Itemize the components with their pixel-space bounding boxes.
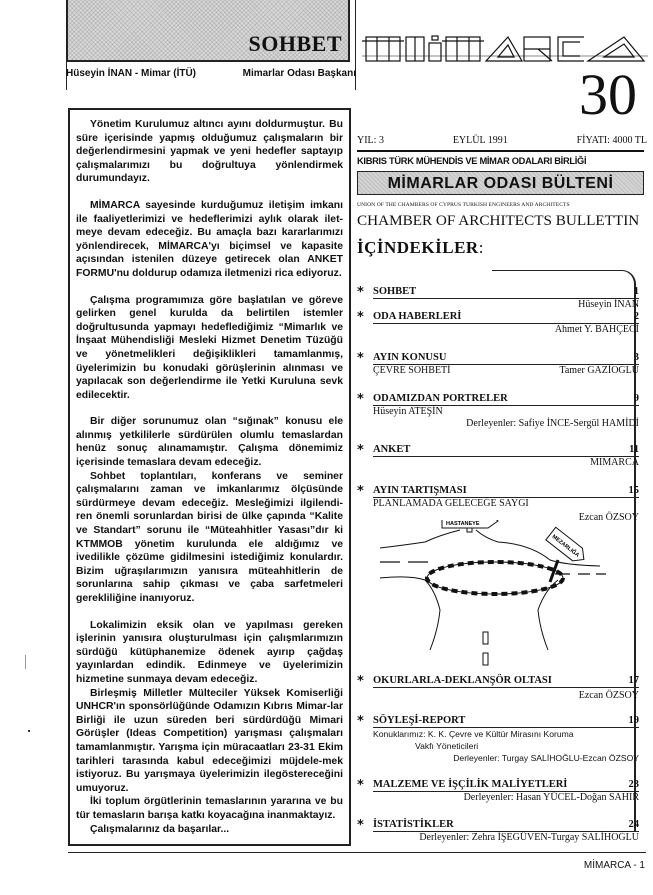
- toc-author: Ezcan ÖZSOY: [578, 690, 639, 701]
- scan-speck: [28, 730, 30, 732]
- editorial-paragraph: Çalışmalarınız da başarılar...: [90, 823, 230, 835]
- editorial-paragraph: Bir diğer sorunumuz olan “sığınak” konusu ele alınmış yetkililerle sürdürülen olumlu temaslardan henüz sonuç alınamamıştır. Çalışma dönemimiz içerisinde temaslara devam edeceğiz.: [76, 416, 343, 469]
- toc-subtitle: PLANLAMADA GELECEĞE SAYGI: [373, 498, 529, 509]
- toc-author: MIMARCA: [590, 457, 639, 468]
- bullet-star-icon: *: [357, 443, 364, 458]
- editorial-paragraph: MİMARCA sayesinde kurduğumuz iletişim imkanı ile faaliyetlerimizi ve hedeflerimizi aylık olarak ilet-meye devam edeceğiz. Bu amaçla bazı kararlarımızı yönlendirecek, MİMARCA'yı biçimsel ve kapasite açısından istenilen düzeye getirecek olan ANKET FORMU'nu doldurup odamıza iletmenizi rica ediyoruz.: [76, 199, 343, 279]
- bullet-star-icon: *: [357, 674, 364, 689]
- toc-subtitle: Hüseyin ATEŞİN: [373, 406, 443, 417]
- toc-author: Derleyenler: Safiye İNCE-Sergül HAMİDİ: [466, 418, 639, 429]
- toc-page: 1: [633, 286, 639, 297]
- toc-author: Hüseyin İNAN: [578, 299, 639, 310]
- toc-page: 17: [628, 675, 639, 686]
- bullet-star-icon: *: [357, 818, 364, 833]
- toc-title[interactable]: SÖYLEŞİ-REPORT: [373, 715, 466, 726]
- toc-title[interactable]: AYIN TARTIŞMASI: [373, 485, 467, 496]
- toc-page: 24: [628, 819, 639, 830]
- editorial-box: [68, 108, 351, 846]
- editorial-paragraph: İki toplum örgütlerinin temaslarının yararına ve bu tür temasların barışa katkı koyacağına inanmaktayız.: [76, 796, 343, 821]
- svg-text:HASTANEYE: HASTANEYE: [446, 521, 480, 527]
- toc-author: Ahmet Y. BAHÇECİ: [554, 324, 639, 335]
- divider: [357, 150, 644, 152]
- toc-page: 23: [628, 779, 639, 790]
- bullet-star-icon: *: [357, 484, 364, 499]
- toc-title[interactable]: SOHBET: [373, 286, 417, 297]
- bullet-star-icon: *: [357, 714, 364, 729]
- bulletin-title-en: CHAMBER OF ARCHITECTS BULLETTIN: [357, 212, 640, 229]
- toc-author: Ezcan ÖZSOY: [578, 512, 639, 523]
- mimarca-logo: [362, 34, 648, 64]
- issue-date: EYLÜL 1991: [452, 135, 508, 146]
- sign-mezarliga: [546, 527, 589, 565]
- bullet-star-icon: *: [357, 778, 364, 793]
- price: FİYATI: 4000 TL: [576, 135, 647, 146]
- bulletin-title-box: MİMARLAR ODASI BÜLTENİ: [357, 171, 644, 195]
- svg-text:MEZARLIĞA: MEZARLIĞA: [550, 533, 581, 559]
- author-role: Mimarlar Odası Başkanı: [242, 68, 356, 79]
- toc-entry-ayin-tartismasi[interactable]: [357, 485, 647, 524]
- toc-entry-malzeme[interactable]: [357, 779, 647, 804]
- toc-author: Derleyenler: Zehra İŞEGÜVEN-Turgay SALİHOĞLU: [419, 832, 639, 843]
- toc-author: Tamer GAZİOĞLU: [559, 365, 639, 376]
- toc-author: Derleyenler: Hasan YÜCEL-Doğan SAHIR: [463, 792, 639, 803]
- bullet-star-icon: *: [357, 351, 364, 366]
- footer-divider: [68, 852, 646, 853]
- toc-entry-soylesi[interactable]: [357, 715, 647, 764]
- year-label: YIL: 3: [357, 135, 384, 146]
- toc-entry-istatistikler[interactable]: [357, 819, 647, 844]
- toc-entry-anket[interactable]: [357, 444, 647, 469]
- union-name-tr: KIBRIS TÜRK MÜHENDİS VE MİMAR ODALARI BİRLİĞİ: [357, 156, 587, 166]
- toc-entry-oda-haberleri[interactable]: [357, 311, 647, 336]
- editorial-paragraph: Yönetim Kurulumuz altıncı ayını doldurmuştur. Bu süre içerisinde yapmış olduğumuz çalışmaların bir değerlendirmesini yapmak ve yeni hedefler saptayıp çalışmalarımızı bu doğrultuya yönlendirmek durumundayız.: [76, 119, 343, 185]
- editorial-paragraph: Lokalimizin eksik olan ve yapılması gereken işlerinin yanısıra oluşturulması için çalışmlarımızın sürdüğü kütüphanemize ödenek ayırıp çağdaş yayınlardan edindik. Edinmeye ve üyelerimizin hizmetine sunmaya devam edeceğiz.: [76, 619, 343, 685]
- scan-speck: [25, 655, 26, 669]
- toc-guests-2: Vakfı Yöneticileri: [415, 741, 479, 751]
- toc-title[interactable]: AYIN KONUSU: [373, 352, 447, 363]
- toc-title[interactable]: MALZEME VE İŞÇİLİK MALİYETLERİ: [373, 779, 568, 790]
- editorial-paragraph: Çalışma programımıza göre başlatılan ve göreve gelirken genel kurulda da belirtilen istemler doğrultusunda yapmayı hedeflediğimiz “Mimarlık ve İnşaat Mühendisliği Mesleki Hizmet Denetim Tüzüğü ve yönetmelikleri değişiklikleri tamamlanmış, üyelerimizin bu konudaki görüşlerinin alınması ve yapılacak son değerlendirme ile Yetki Kuruluna sevk edilecektir.: [76, 294, 343, 401]
- toc-entry-deklansor[interactable]: [357, 675, 647, 702]
- author-name: Hüseyin İNAN - Mimar (İTÜ): [66, 68, 197, 79]
- banner-title: SOHBET: [248, 31, 342, 56]
- toc-title[interactable]: ODAMIZDAN PORTRELER: [373, 393, 508, 404]
- toc-entry-sohbet[interactable]: [357, 286, 647, 311]
- roundabout-cartoon: [380, 520, 610, 670]
- toc-entry-portreler[interactable]: [357, 393, 647, 430]
- toc-title[interactable]: ODA HABERLERİ: [373, 311, 462, 322]
- toc-page: 9: [633, 393, 639, 404]
- toc-title[interactable]: OKURLARLA-DEKLANŞÖR OLTASI: [373, 675, 552, 686]
- bullet-star-icon: *: [357, 392, 364, 407]
- bullet-star-icon: *: [357, 310, 364, 325]
- toc-page: 15: [628, 485, 639, 496]
- toc-author: Derleyenler: Turgay SALİHOĞLU-Ezcan ÖZSOY: [453, 753, 639, 763]
- sign-hastaneye: [442, 520, 498, 528]
- toc-subtitle: ÇEVRE SOHBETİ: [373, 365, 451, 376]
- bullet-star-icon: *: [357, 285, 364, 300]
- sohbet-banner: [66, 0, 350, 62]
- issue-meta: [357, 135, 647, 146]
- author-line: [66, 68, 356, 79]
- page-number: MİMARCA - 1: [583, 860, 645, 871]
- toc-page: 2: [633, 311, 639, 322]
- toc-guests: Konuklarımız: K. K. Çevre ve Kültür Mirasını Koruma: [373, 729, 574, 739]
- toc-title[interactable]: ANKET: [373, 444, 411, 455]
- toc-heading: İÇİNDEKİLER:: [357, 238, 484, 257]
- toc-page: 19: [628, 715, 639, 726]
- issue-number: 30: [579, 62, 637, 127]
- toc-entry-ayin-konusu[interactable]: [357, 352, 647, 377]
- editorial-paragraph: Sohbet toplantıları, konferans ve seminer çalışmalarını zaman ve imkanlarımız ölçüsünde sürdürmeye devam edeceğiz. Mesleğimizi ilgilendi-ren önemli sorunlardan birisi de ülke çapında “Kalite ve Standart” sorunu ile “Müteahhitler Yasası”dır ki KTMMOB yönetim kurulunda ele aldığımız ve ivedilikle çözüme gidilmesini istediğimiz konulardır. Bizim uğraşılarımızın yanısıra müteahhitlerin de sorunlarına sahip çıkması ve çaba sarfetmeleri gerekliliğine inanıyoruz.: [76, 470, 343, 604]
- toc-page: 3: [633, 352, 639, 363]
- union-name-en: UNION OF THE CHAMBERS OF CYPRUS TURKISH ENGINEERS AND ARCHITECTS: [357, 202, 570, 208]
- toc-page: 11: [629, 444, 639, 455]
- editorial-paragraph: Birleşmiş Milletler Mülteciler Yüksek Komiserliği UNHCR'ın sponsörlüğünde Odamızın Kıbrıs Mimar-lar Birliği ile uzun süreden beri sürdürdüğü Mimari Görüşler (Ideas Competition) yarışması çalışmaları tamamlanmıştır. Yarışma için müracaatları 23-31 Ekim tarihleri tarasında kabul edeceğimizi müjdele-mek istiyoruz. Bu yarışmaya üyelerimizin ilegöstereceğini umuyoruz.: [76, 687, 343, 794]
- toc-title[interactable]: İSTATİSTİKLER: [373, 819, 454, 830]
